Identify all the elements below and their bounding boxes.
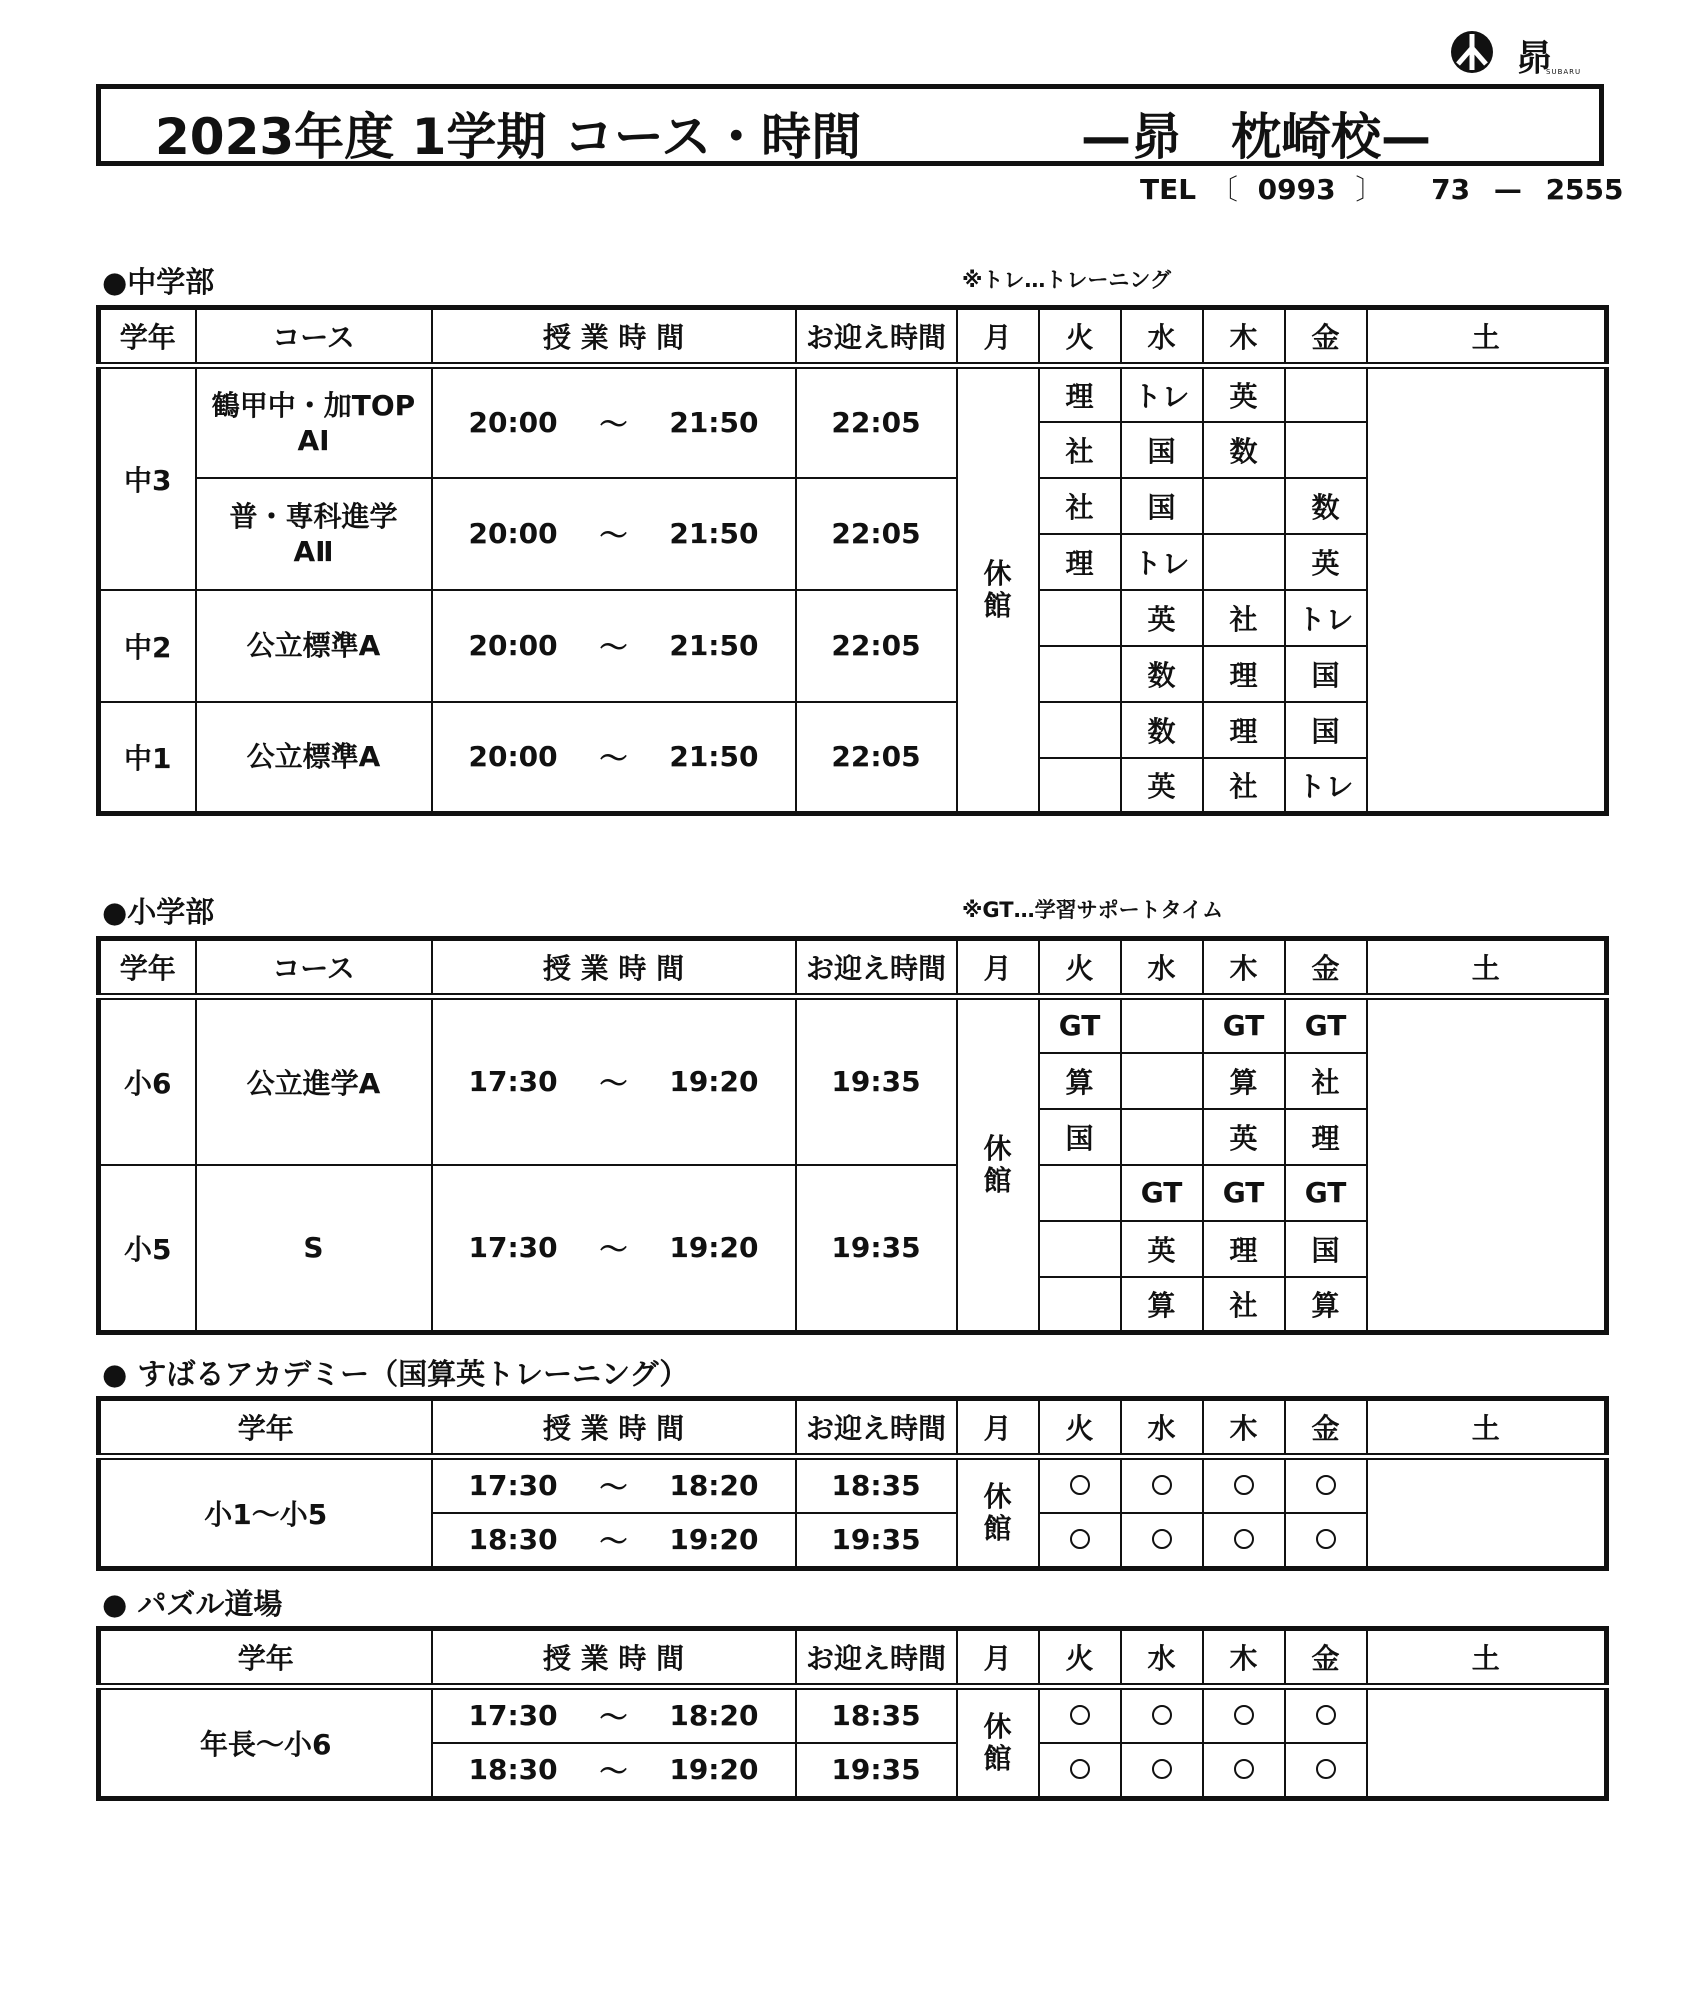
section-title-middle: ●中学部 [102,265,215,299]
subject-cell: 国 [1285,702,1367,758]
time-tilde: ～ [599,1700,628,1734]
time-tilde: ～ [599,1066,628,1100]
tel-label: TEL [1140,173,1197,206]
subject-cell: 社 [1039,422,1121,478]
circle-mark-icon [1152,1529,1172,1549]
time-range [433,626,795,666]
time-end: 19:20 [669,1065,759,1099]
circle-mark-icon [1070,1475,1090,1495]
header-tue: 火 [1039,1399,1121,1457]
subject-cell: GT [1203,1165,1285,1221]
course-level: AⅠ [297,423,330,457]
subject-cell: 国 [1121,478,1203,534]
time-range [433,1466,795,1506]
time-start: 20:00 [468,740,558,774]
course-name: 鶴甲中・加TOP [211,388,416,422]
subject-cell: トレ [1285,590,1367,646]
time-tilde: ～ [599,741,628,775]
class-time-cell [432,1165,796,1333]
time-start: 20:00 [468,406,558,440]
grade-cell: 小1～小5 [99,1457,432,1569]
subject-cell [1039,646,1121,702]
pickup-cell: 18:35 [796,1687,957,1743]
logo-subtext: SUBARU [1546,68,1582,76]
header-sat: 土 [1367,308,1607,366]
middle-school-table [96,305,1609,816]
time-end: 18:20 [669,1699,759,1733]
subject-cell: 理 [1039,534,1121,590]
grade-cell: 中2 [99,590,196,702]
subject-cell [1121,1053,1203,1109]
subject-cell [1039,590,1121,646]
circle-mark-icon [1152,1475,1172,1495]
subject-cell: 社 [1203,758,1285,814]
header-pickup: お迎え時間 [796,939,957,997]
time-end: 21:50 [669,740,759,774]
subject-cell: 社 [1203,1277,1285,1333]
attendance-cell [1203,1687,1285,1743]
section-title-puzzle: ● パズル道場 [102,1587,283,1621]
subject-cell: GT [1039,997,1121,1053]
course-cell: S [196,1165,432,1333]
header-class-time: 授 業 時 間 [432,308,796,366]
time-end: 21:50 [669,406,759,440]
subject-cell [1203,478,1285,534]
time-start: 17:30 [468,1469,558,1503]
circle-mark-icon [1234,1529,1254,1549]
subject-cell: 国 [1121,422,1203,478]
course-cell: 公立進学A [196,997,432,1165]
elementary-table [96,936,1609,1335]
time-start: 18:30 [468,1523,558,1557]
attendance-cell [1039,1743,1121,1799]
logo-text: 昴 [1516,37,1553,79]
table-row [99,997,1607,1053]
subject-cell: 算 [1285,1277,1367,1333]
time-start: 20:00 [468,517,558,550]
time-end: 19:20 [669,1231,759,1265]
closed-label: 休館 [983,556,1012,622]
logo-emblem-icon [1448,28,1500,74]
table-row [99,366,1607,422]
subject-cell: 算 [1121,1277,1203,1333]
pickup-cell: 19:35 [796,997,957,1165]
header-class-time: 授 業 時 間 [432,1399,796,1457]
phone-number [1140,168,1624,208]
header-class-time: 授 業 時 間 [432,939,796,997]
page-title: 2023年度 1学期 コース・時間 [155,108,862,166]
course-cell [196,590,432,702]
academy-table [96,1396,1609,1571]
class-time-cell [432,1687,796,1743]
circle-mark-icon [1070,1705,1090,1725]
subject-cell: トレ [1121,366,1203,422]
subject-cell [1039,1221,1121,1277]
circle-mark-icon [1316,1759,1336,1779]
saturday-cell [1367,1457,1607,1569]
subject-cell [1285,422,1367,478]
time-end: 21:50 [669,517,759,550]
subject-cell: 数 [1121,646,1203,702]
circle-mark-icon [1070,1759,1090,1779]
pickup-cell: 19:35 [796,1165,957,1333]
subject-cell: 社 [1285,1053,1367,1109]
circle-mark-icon [1316,1529,1336,1549]
header-course: コース [196,939,432,997]
circle-mark-icon [1152,1759,1172,1779]
grade-cell: 中1 [99,702,196,814]
header-fri: 金 [1285,1399,1367,1457]
time-end: 19:20 [669,1753,759,1787]
pickup-cell: 22:05 [796,590,957,702]
attendance-cell [1203,1457,1285,1513]
subject-cell: GT [1285,997,1367,1053]
tel-dash: — [1493,173,1522,206]
subject-cell: 算 [1039,1053,1121,1109]
class-time-cell [432,702,796,814]
subject-cell: GT [1121,1165,1203,1221]
saturday-cell [1367,366,1607,814]
header-sat: 土 [1367,939,1607,997]
header-wed: 水 [1121,1629,1203,1687]
saturday-cell [1367,997,1607,1333]
bracket-open: 〔 [1209,173,1238,206]
closed-cell [957,366,1039,814]
section-title-academy: ● すばるアカデミー（国算英トレーニング） [102,1357,689,1391]
closed-label: 休館 [983,1131,1012,1197]
tel-area-code: 0993 [1257,173,1336,206]
subject-cell: トレ [1285,758,1367,814]
pickup-cell: 22:05 [796,478,957,590]
closed-cell [957,1457,1039,1569]
note-gt: ※GT…学習サポートタイム [962,898,1224,922]
subject-cell: 国 [1039,1109,1121,1165]
subject-cell: 社 [1039,478,1121,534]
subject-cell: 算 [1203,1053,1285,1109]
class-time-cell [432,478,796,590]
subject-cell: 理 [1203,646,1285,702]
course-cell [196,366,432,478]
class-time-cell [432,590,796,702]
class-time-cell [432,1457,796,1513]
subject-cell: 理 [1285,1109,1367,1165]
time-start: 18:30 [468,1753,558,1787]
time-end: 18:20 [669,1469,759,1503]
subject-cell: 英 [1203,366,1285,422]
header-mon: 月 [957,1399,1039,1457]
attendance-cell [1285,1513,1367,1569]
time-range [433,514,795,554]
attendance-cell [1203,1743,1285,1799]
circle-mark-icon [1316,1475,1336,1495]
time-tilde: ～ [599,1232,628,1266]
header-grade: 学年 [99,308,196,366]
time-tilde: ～ [599,1754,628,1788]
subject-cell [1203,534,1285,590]
closed-cell [957,1687,1039,1799]
course-level: AⅡ [293,534,334,568]
title-box [96,84,1604,166]
header-class-time: 授 業 時 間 [432,1629,796,1687]
header-mon: 月 [957,1629,1039,1687]
time-tilde: ～ [599,1524,628,1558]
course-name: 普・専科進学 [229,499,398,533]
header-fri: 金 [1285,939,1367,997]
section-title-elementary: ●小学部 [102,895,215,929]
circle-mark-icon [1234,1475,1254,1495]
attendance-cell [1039,1513,1121,1569]
header-wed: 水 [1121,939,1203,997]
subject-cell: 数 [1203,422,1285,478]
pickup-cell: 19:35 [796,1513,957,1569]
time-range [433,737,795,777]
time-end: 21:50 [669,629,759,662]
grade-cell: 小6 [99,997,196,1165]
header-grade: 学年 [99,939,196,997]
attendance-cell [1203,1513,1285,1569]
header-pickup: お迎え時間 [796,1629,957,1687]
attendance-cell [1121,1743,1203,1799]
circle-mark-icon [1070,1529,1090,1549]
circle-mark-icon [1316,1705,1336,1725]
school-name: —昴 枕崎校— [1081,108,1431,166]
subject-cell: 英 [1285,534,1367,590]
puzzle-table [96,1626,1609,1801]
header-grade: 学年 [99,1399,432,1457]
note-training: ※トレ…トレーニング [962,268,1171,292]
subject-cell [1039,702,1121,758]
time-range [433,1228,795,1268]
table-row [99,1457,1607,1513]
closed-label: 休館 [983,1479,1012,1545]
closed-cell [957,997,1039,1333]
time-range [433,1750,795,1790]
subject-cell [1121,997,1203,1053]
subject-cell: トレ [1121,534,1203,590]
time-range [433,403,795,443]
subject-cell: 理 [1203,1221,1285,1277]
table-row [99,1687,1607,1743]
school-logo [1448,28,1600,80]
time-start: 17:30 [468,1699,558,1733]
circle-mark-icon [1234,1759,1254,1779]
subject-cell: 英 [1121,1221,1203,1277]
bracket-close: 〕 [1355,173,1384,206]
subject-cell: 理 [1203,702,1285,758]
header-pickup: お迎え時間 [796,308,957,366]
pickup-cell: 22:05 [796,366,957,478]
time-tilde: ～ [599,407,628,441]
header-thu: 木 [1203,308,1285,366]
grade-cell: 年長～小6 [99,1687,432,1799]
course-name: 公立標準A [246,629,381,662]
pickup-cell: 19:35 [796,1743,957,1799]
course-cell [196,702,432,814]
subject-cell: 英 [1121,590,1203,646]
time-range [433,1520,795,1560]
grade-cell: 中3 [99,366,196,590]
attendance-cell [1121,1457,1203,1513]
time-tilde: ～ [599,518,628,552]
time-tilde: ～ [599,1470,628,1504]
subject-cell: 国 [1285,646,1367,702]
time-start: 17:30 [468,1231,558,1265]
header-mon: 月 [957,939,1039,997]
attendance-cell [1039,1687,1121,1743]
header-thu: 木 [1203,1629,1285,1687]
circle-mark-icon [1234,1705,1254,1725]
closed-label: 休館 [983,1709,1012,1775]
subject-cell [1039,758,1121,814]
time-end: 19:20 [669,1523,759,1557]
class-time-cell [432,366,796,478]
header-wed: 水 [1121,1399,1203,1457]
time-start: 17:30 [468,1065,558,1099]
header-thu: 木 [1203,1399,1285,1457]
header-tue: 火 [1039,308,1121,366]
header-tue: 火 [1039,1629,1121,1687]
subject-cell: 数 [1285,478,1367,534]
course-cell [196,478,432,590]
class-time-cell [432,997,796,1165]
time-range [433,1062,795,1102]
subject-cell: 理 [1039,366,1121,422]
header-grade: 学年 [99,1629,432,1687]
attendance-cell [1285,1457,1367,1513]
grade-cell: 小5 [99,1165,196,1333]
subject-cell: 国 [1285,1221,1367,1277]
subject-cell: GT [1203,997,1285,1053]
header-sat: 土 [1367,1629,1607,1687]
header-sat: 土 [1367,1399,1607,1457]
header-wed: 水 [1121,308,1203,366]
subject-cell: GT [1285,1165,1367,1221]
attendance-cell [1039,1457,1121,1513]
saturday-cell [1367,1687,1607,1799]
time-start: 20:00 [468,629,558,662]
header-fri: 金 [1285,1629,1367,1687]
subject-cell: 英 [1203,1109,1285,1165]
header-course: コース [196,308,432,366]
subject-cell: 社 [1203,590,1285,646]
pickup-cell: 18:35 [796,1457,957,1513]
header-pickup: お迎え時間 [796,1399,957,1457]
subject-cell [1039,1277,1121,1333]
tel-mid: 73 [1431,173,1471,206]
subject-cell: 英 [1121,758,1203,814]
header-tue: 火 [1039,939,1121,997]
subject-cell [1121,1109,1203,1165]
subject-cell [1285,366,1367,422]
header-mon: 月 [957,308,1039,366]
subject-cell [1039,1165,1121,1221]
time-tilde: ～ [599,630,628,664]
class-time-cell [432,1743,796,1799]
attendance-cell [1121,1687,1203,1743]
tel-number: 2555 [1545,173,1624,206]
header-thu: 木 [1203,939,1285,997]
circle-mark-icon [1152,1705,1172,1725]
attendance-cell [1121,1513,1203,1569]
attendance-cell [1285,1687,1367,1743]
attendance-cell [1285,1743,1367,1799]
class-time-cell [432,1513,796,1569]
subject-cell: 数 [1121,702,1203,758]
course-name: 公立標準A [246,740,381,774]
header-fri: 金 [1285,308,1367,366]
time-range [433,1696,795,1736]
pickup-cell: 22:05 [796,702,957,814]
